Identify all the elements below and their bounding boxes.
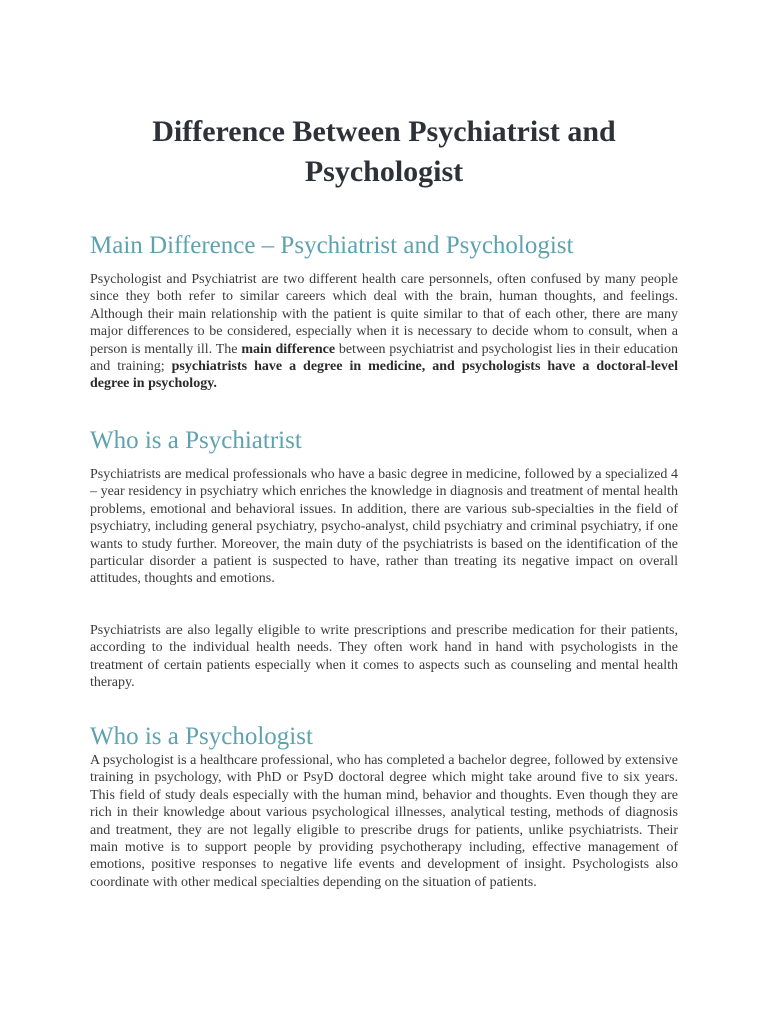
section-heading-main-difference: Main Difference – Psychiatrist and Psychologist	[90, 232, 574, 259]
bold-main-difference: main difference	[241, 341, 336, 357]
bold-key-difference: psychiatrists have a degree in medicine, and psychologists have a doctoral-level degree in psychology.	[90, 359, 678, 392]
page-title: Difference Between Psychiatrist and Psychologist	[152, 115, 616, 188]
section-heading-psychologist: Who is a Psychologist	[90, 723, 313, 750]
text-run: between psychiatrist and psychologist lies in their education and training;	[90, 341, 678, 375]
paragraph-main-difference	[90, 271, 678, 393]
section-heading-psychiatrist: Who is a Psychiatrist	[90, 427, 302, 454]
paragraph-psychiatrist-1: Psychiatrists are medical professionals who have a basic degree in medicine, followed by a specialized 4 – year residency in psychiatry which enriches the knowledge in diagnosis and treatment of mental health problems, emotional and behavioral issues. In addition, there are various sub-specialties in the field of psychiatry, including general psychiatry, psycho-analyst, child psychiatry and criminal psychiatry, if one wants to study further. Moreover, the main duty of the psychiatrists is based on the identification of the particular disorder a patient is suspected to have, rather than treating its negative impact on overall attitudes, thoughts and emotions.	[90, 467, 678, 587]
text-run: Psychologist and Psychiatrist are two different health care personnels, often confused by many people since they both refer to similar careers which deal with the brain, human thoughts, and feelings. Although their main relationship with the patient is quite similar to that of each other, there are many major differences to be considered, especially when it is necessary to decide whom to consult, when a person is mentally ill. The	[90, 272, 678, 357]
paragraph-psychiatrist-2: Psychiatrists are also legally eligible to write prescriptions and prescribe medication for their patients, according to the individual health needs. They often work hand in hand with psychologists in the treatment of certain patients especially when it comes to aspects such as counseling and mental health therapy.	[90, 623, 678, 691]
paragraph-psychologist: A psychologist is a healthcare professional, who has completed a bachelor degree, followed by extensive training in psychology, with PhD or PsyD doctoral degree which might take around five to six years. This field of study deals especially with the human mind, behavior and thoughts. Even though they are rich in their knowledge about various psychological illnesses, analytical testing, methods of diagnosis and treatment, they are not legally eligible to prescribe drugs for patients, unlike psychiatrists. Their main motive is to support people by providing psychotherapy including, effective management of emotions, positive responses to negative life events and development of insight. Psychologists also coordinate with other medical specialties depending on the situation of patients.	[90, 753, 678, 890]
